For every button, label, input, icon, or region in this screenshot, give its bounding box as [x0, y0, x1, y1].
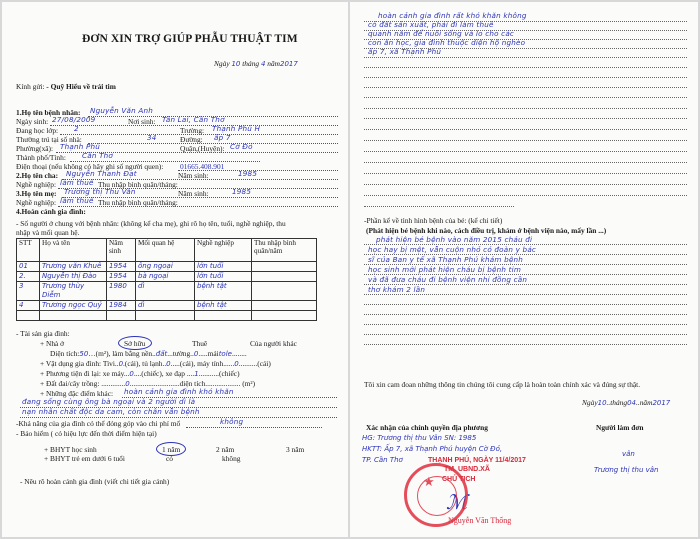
family-intro-2: nhập và mối quan hệ. [16, 228, 80, 237]
authority-note-line: HG: Trương thị thu Vân SN: 1985 [362, 434, 477, 442]
grade-label: Đang học lớp: [16, 126, 59, 135]
appliance-row: + Vật dụng gia đình: Tivi..0.(cái), tủ lạnh..0.....(cái), máy tính......0..........(cái) [40, 359, 271, 368]
area-row: Diện tích:50…(m²), làm bằng nền..đất...tường..0.....máitole........ [50, 349, 247, 358]
house-option-rent: Thuê [192, 339, 208, 348]
district-value: Cờ Đỏ [230, 142, 253, 151]
table-header: STT Họ và tên Năm sinh Mối quan hệ Nghề nghiệp Thu nhập bình quân/năm [17, 239, 317, 262]
applicant-signature: vân [622, 450, 635, 458]
authority-note-line: TP. Cần Thơ [362, 456, 403, 464]
stamp-title: CHỦ TỊCH [442, 476, 476, 483]
form-page-left [2, 2, 348, 537]
bhyt-student-label: + BHYT học sinh [44, 445, 97, 454]
circumstance-line: ấp 7, xã Thạnh Phú [368, 47, 442, 56]
patient-name-label: 1.Họ tên bệnh nhân: [16, 108, 81, 117]
table-row: 4 Trương ngọc Quý 1984 dì bệnh tật [17, 301, 317, 311]
father-birth: 1985 [238, 169, 258, 178]
pledge-text: Tôi xin cam đoan những thông tin chúng tôi cung cấp là hoàn toàn chính xác và đúng sự thật. [364, 380, 641, 389]
phone-label: Điện thoại (nếu không có hãy ghi số người quen): [16, 162, 164, 171]
other-features-line-1: hoàn cảnh gia đình khó khăn [124, 387, 234, 396]
phone-value: 01665.408.901 [180, 162, 225, 171]
form-page-right [350, 2, 698, 537]
table-row: 01 Trương văn Khuê 1954 ông ngoại lớn tuổi [17, 262, 317, 272]
mother-birth: 1985 [232, 187, 252, 196]
ward-value: Thạnh Phú [60, 142, 100, 151]
authority-note-line: HKTT: Ấp 7, xã Thạnh Phú huyện Cờ Đỏ, [362, 445, 503, 453]
father-name: Nguyễn Thanh Đạt [66, 169, 137, 178]
bhyt-student-2-years: 2 năm [216, 445, 235, 454]
mother-job-label: Nghề nghiệp: [16, 198, 57, 207]
mother-birth-label: Năm sinh: [178, 189, 209, 198]
ward-label: Phường(xã): [16, 144, 54, 153]
address-no-label: Thường trú tại số nhà: [16, 135, 82, 144]
mother-name-label: 3.Họ tên mẹ: [16, 189, 57, 198]
grade-value: 2 [74, 124, 79, 133]
illness-line: phát hiện bé bệnh vào năm 2015 cháu đi [376, 235, 533, 244]
circumstance-line: có đất sản xuất, phải đi làm thuê [368, 20, 494, 29]
mother-name: Trương thị Thu Vân [64, 187, 136, 196]
table-row: 3 Trương thùy Diễm 1980 dì bệnh tật [17, 282, 317, 301]
sign-date: Ngày10..tháng04..năm2017 [582, 398, 671, 407]
other-features-line-2: đang sống cùng ông bà ngoại và 2 người dì là [22, 397, 196, 406]
dob-value: 27/08/2009 [52, 115, 96, 124]
circumstance-line: quanh năm để nuôi sống và lo cho các [368, 29, 515, 38]
patient-name: Nguyễn Văn Anh [90, 106, 153, 115]
mother-job: làm thuê [60, 196, 94, 205]
circumstance-heading: - Nêu rõ hoàn cảnh gia đình (viết chi tiết gia cảnh) [20, 477, 170, 486]
house-option-other: Của người khác [250, 339, 297, 348]
dob-label: Ngày sinh: [16, 117, 49, 126]
illness-line: và đã đưa cháu đi bệnh viện nhi đồng cần [368, 275, 528, 284]
table-row: 2. Nguyễn thị Đào 1954 bà ngoại lớn tuổi [17, 272, 317, 282]
family-heading: 4.Hoàn cảnh gia đình: [16, 207, 86, 216]
other-features-line-3: nạn nhân chất độc da cam, còn chân vẫn bệnh [22, 407, 200, 416]
address-no-value: 34 [147, 133, 157, 142]
selected-circle-mark [118, 336, 152, 350]
illness-subheading: (Phát hiện bé bệnh khi nào, cách điều trị, khám ở bệnh viện nào, mấy lần ...) [366, 226, 607, 235]
bhyt-child-yes: có [166, 454, 173, 463]
applicant-label: Người làm đơn [596, 423, 644, 432]
father-name-label: 2.Họ tên cha: [16, 171, 59, 180]
district-label: Quận,(Huyện): [180, 144, 225, 153]
official-seal-icon: ★ [404, 463, 468, 527]
illness-line: học hay bị mệt, vẫn cuộn nhỏ có đoàn y bác [368, 245, 537, 254]
land-row: + Đất đai/cây trồng: .............0...........................diện tích................... (m²) [40, 379, 256, 388]
stamp-signer: Nguyễn Văn Thống [448, 516, 512, 525]
father-income-label: Thu nhập bình quân/tháng: [98, 180, 178, 189]
form-date: Ngày 10 tháng 4 năm2017 [214, 59, 298, 68]
family-intro-1: - Số người ở chung với bệnh nhân: (không kể cha mẹ), ghi rõ họ tên, tuổi, nghề nghiệp, thu [16, 219, 286, 228]
street-value: ấp 7 [214, 133, 231, 142]
bhyt-child-no: không [222, 454, 241, 463]
assets-heading: - Tài sản gia đình: [16, 329, 70, 338]
local-authority-label: Xác nhận của chính quyền địa phương [366, 423, 488, 432]
illness-line: học sinh mới phát hiện cháu bị bệnh tim [368, 265, 522, 274]
official-signature-icon: ℳ [446, 490, 468, 514]
contribution-value: không [220, 417, 244, 426]
house-label: + Nhà ở [40, 339, 65, 348]
applicant-full-name: Trương thị thu vân [594, 466, 659, 474]
city-value: Cần Thơ [82, 151, 114, 160]
pob-label: Nơi sinh: [128, 117, 156, 126]
illness-heading: -Phần kể về tình hình bệnh của bé: (kể chi tiết) [364, 216, 503, 225]
form-title: ĐƠN XIN TRỢ GIÚP PHẪU THUẬT TIM [82, 33, 298, 45]
insurance-heading: - Bảo hiểm ( có hiệu lực đến thời điểm hiện tại) [16, 429, 157, 438]
illness-line: sĩ của Ban y tế xã Thạnh Phú khám bệnh [368, 255, 523, 264]
stamp-date: THẠNH PHÚ, NGÀY 11/4/2017 [428, 457, 526, 464]
school-label: Trường: [180, 126, 205, 135]
illness-line: thơ khám 2 lần [368, 285, 426, 294]
pob-value: Tân Lai, Cần Thơ [162, 115, 225, 124]
circumstance-line: con ăn học, gia đình thuộc diện hộ nghèo [368, 38, 526, 47]
bhyt-student-1-year: 1 năm [162, 445, 181, 454]
house-option-owned: Sở hữu [124, 339, 146, 348]
table-row [17, 311, 317, 321]
street-label: Đường: [180, 135, 203, 144]
city-label: Thành phố/Tỉnh: [16, 153, 66, 162]
stamp-org: TM. UBND.XÃ [444, 466, 490, 473]
vehicle-row: + Phương tiện đi lại: xe máy...0....(chiếc), xe đạp ....1...........(chiếc) [40, 369, 240, 378]
father-job: làm thuê [60, 178, 94, 187]
other-features-label: + Những đặc điểm khác: [40, 389, 114, 398]
contribution-label: -Khả năng của gia đình có thể đóng góp vào chi phí mổ [16, 419, 181, 428]
circumstance-line: hoàn cảnh gia đình rất khó khăn không [378, 11, 527, 20]
recipient: Kính gửi: - Quỹ Hiểu về trái tim [16, 82, 116, 91]
school-value: Thạnh Phú H [212, 124, 261, 133]
family-members-table [16, 238, 317, 321]
mother-income-label: Thu nhập bình quân/tháng: [98, 198, 178, 207]
bhyt-child-label: + BHYT trẻ em dưới 6 tuổi [44, 454, 125, 463]
father-birth-label: Năm sinh: [178, 171, 209, 180]
father-job-label: Nghề nghiệp: [16, 180, 57, 189]
bhyt-student-3-years: 3 năm [286, 445, 305, 454]
